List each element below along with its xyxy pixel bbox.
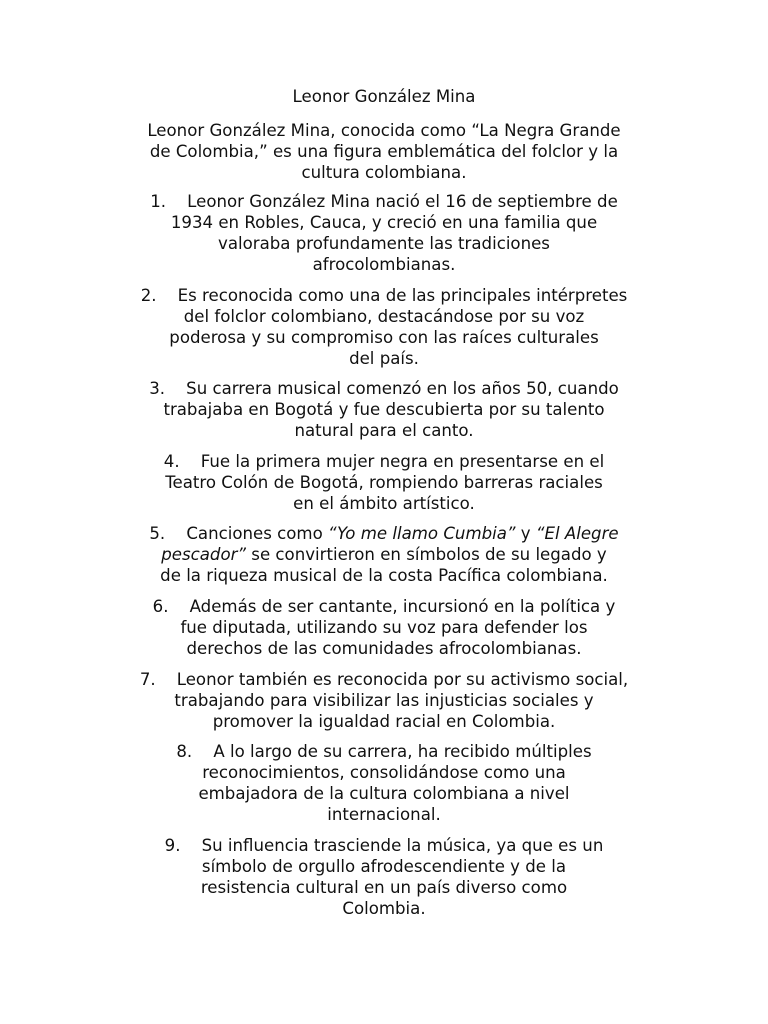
list-item-line: embajadora de la cultura colombiana a nivel (198, 784, 570, 803)
list-number: 8. (176, 742, 193, 761)
list-item-line: del folclor colombiano, destacándose por su voz (183, 307, 585, 326)
intro-line: Leonor González Mina, conocida como “La Negra Grande (147, 121, 621, 140)
list-item-line: en el ámbito artístico. (293, 494, 475, 513)
list-item-line: 9. Su influencia trasciende la música, ya que es un (164, 836, 604, 855)
list-item-line: trabajando para visibilizar las injusticias sociales y (174, 691, 594, 710)
song-title: pescador” (161, 545, 247, 564)
list-item-4 (104, 451, 664, 514)
list-item-5 (104, 523, 664, 586)
list-item-line: 8. A lo largo de su carrera, ha recibido múltiples (176, 742, 592, 761)
list-item-line: 7. Leonor también es reconocida por su activismo social, (139, 670, 629, 689)
list-item-line: Teatro Colón de Bogotá, rompiendo barreras raciales (165, 473, 603, 492)
list-item-7 (104, 669, 664, 732)
list-item-line: 6. Además de ser cantante, incursionó en la política y (152, 597, 616, 616)
list-item-line: trabajaba en Bogotá y fue descubierta por su talento (163, 400, 605, 419)
list-number: 1. (150, 192, 167, 211)
list-item-6 (104, 596, 664, 659)
intro-line: de Colombia,” es una figura emblemática del folclor y la (149, 142, 619, 161)
list-item-line: fue diputada, utilizando su voz para defender los (180, 618, 588, 637)
list-item-2 (104, 285, 664, 369)
list-item-line: símbolo de orgullo afrodescendiente y de la (201, 857, 567, 876)
list-number: 9. (164, 836, 181, 855)
list-item-line: promover la igualdad racial en Colombia. (212, 712, 556, 731)
list-item-line: derechos de las comunidades afrocolombianas. (186, 639, 582, 658)
list-item-line: del país. (349, 349, 419, 368)
intro-line: cultura colombiana. (301, 163, 467, 182)
list-item-line: Colombia. (342, 899, 426, 918)
list-item-line: 3. Su carrera musical comenzó en los años 50, cuando (149, 379, 619, 398)
list-item-8 (104, 741, 664, 825)
list-number: 2. (140, 286, 157, 305)
list-item-line: 4. Fue la primera mujer negra en presentarse en el (163, 452, 605, 471)
list-number: 7. (139, 670, 156, 689)
list-item-line: 5. Canciones como “Yo me llamo Cumbia” y “El Alegre (149, 524, 619, 543)
song-title: “Yo me llamo Cumbia” (328, 524, 516, 543)
list-number: 6. (152, 597, 169, 616)
list-item-line: de la riqueza musical de la costa Pacífica colombiana. (160, 566, 608, 585)
list-item-3 (104, 378, 664, 441)
list-item-line: resistencia cultural en un país diverso como (200, 878, 568, 897)
list-item-9 (104, 835, 664, 919)
list-item-line: reconocimientos, consolidándose como una (202, 763, 566, 782)
list-item-line: pescador” se convirtieron en símbolos de su legado y (161, 545, 607, 564)
intro-paragraph (0, 120, 768, 183)
list-item-line: 1. Leonor González Mina nació el 16 de septiembre de (150, 192, 618, 211)
list-item-line: afrocolombianas. (312, 255, 456, 274)
list-item-1 (104, 191, 664, 275)
list-item-line: 2. Es reconocida como una de las principales intérpretes (140, 286, 628, 305)
title-text: Leonor González Mina (292, 87, 476, 106)
list-item-line: natural para el canto. (294, 421, 474, 440)
list-number: 5. (149, 524, 166, 543)
list-item-line: poderosa y su compromiso con las raíces culturales (169, 328, 599, 347)
list-item-line: 1934 en Robles, Cauca, y creció en una familia que (170, 213, 598, 232)
list-item-line: internacional. (327, 805, 441, 824)
list-item-line: valoraba profundamente las tradiciones (218, 234, 550, 253)
list-number: 3. (149, 379, 166, 398)
document-title (0, 86, 768, 107)
list-number: 4. (163, 452, 180, 471)
song-title: “El Alegre (535, 524, 619, 543)
